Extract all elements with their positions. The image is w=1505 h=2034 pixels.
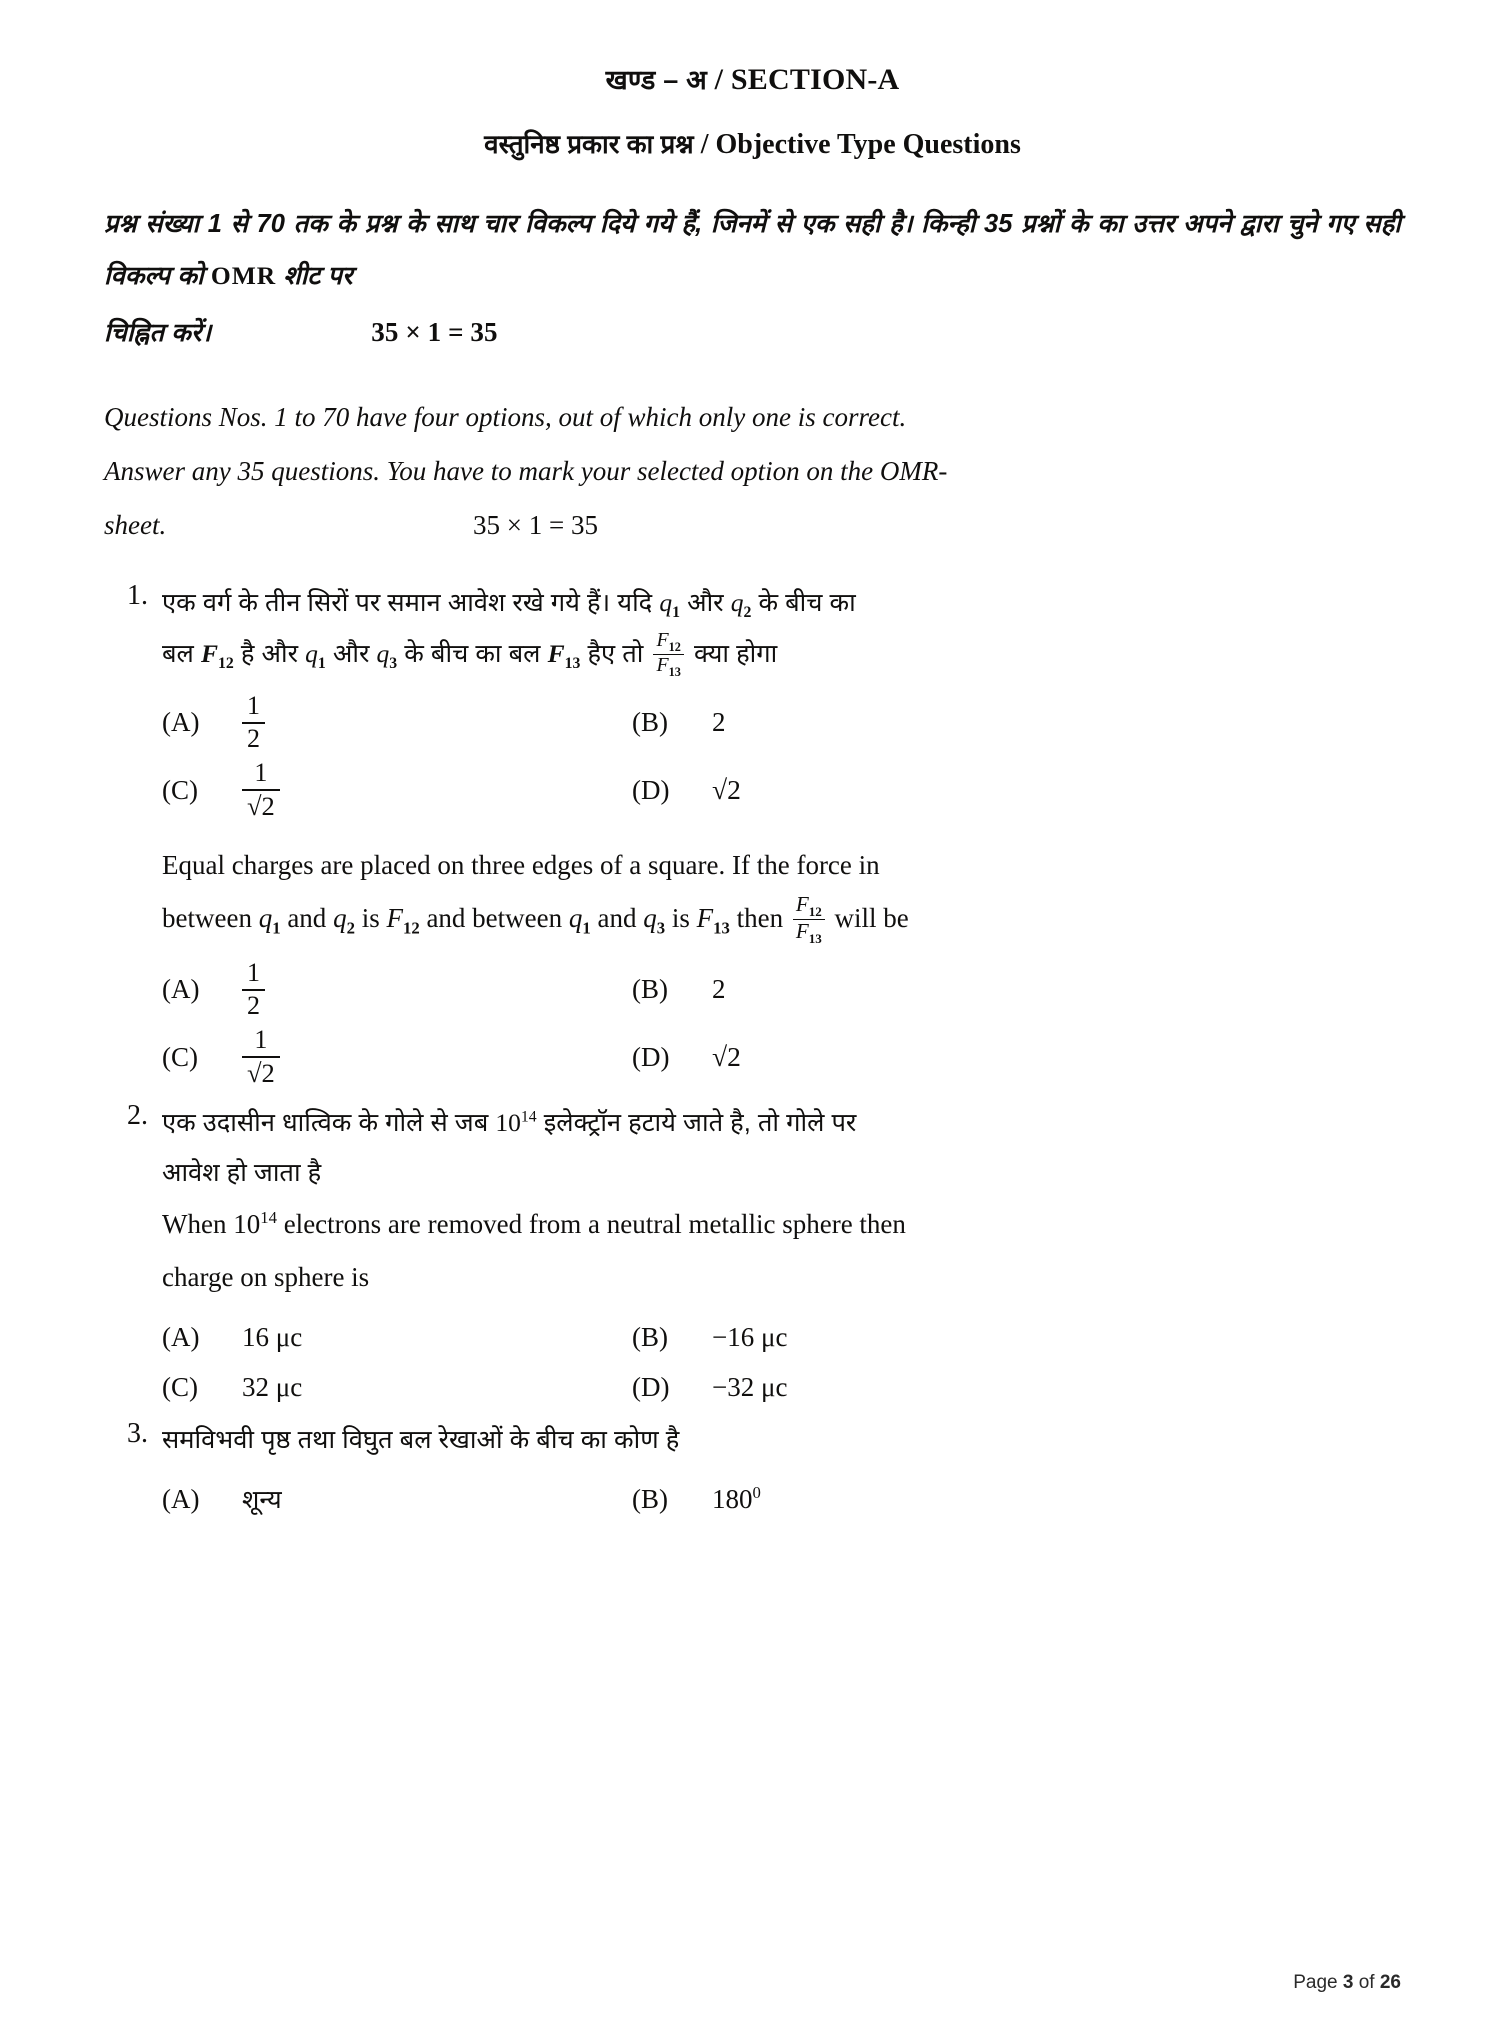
subsection-heading-hindi: वस्तुनिष्ठ प्रकार का प्रश्न: [484, 129, 694, 159]
q1-hi-seg9: क्या होगा: [694, 640, 778, 669]
option-a-value: [226, 959, 265, 1020]
question-3-hindi-text: समविभवी पृष्ठ तथा विघुत बल रेखाओं के बीच का कोण है: [162, 1425, 680, 1454]
option-a[interactable]: [162, 1477, 632, 1521]
question-1-hindi-options: [162, 692, 1401, 821]
option-a-tag: (A): [162, 707, 200, 738]
option-b[interactable]: [632, 959, 1401, 1020]
q1-hi-seg6: और: [332, 640, 370, 669]
question-list: [104, 578, 1401, 1521]
instructions-hindi-text: प्रश्न संख्या 1 से 70 तक के प्रश्न के साथ चार विकल्प दिये गये हैं, जिनमें से एक सही है। किन्ही 35 प्रश्नों के का उत्तर अपने द्वारा चुने गए सही विकल्प को: [104, 209, 1401, 291]
option-b-value: 2: [712, 707, 726, 738]
section-heading-separator: /: [714, 63, 724, 96]
question-body: [148, 578, 1401, 1088]
option-a-tag: (A): [162, 1483, 200, 1514]
q1-hi-seg8: हैए तो: [587, 640, 644, 669]
option-b[interactable]: [632, 1316, 1401, 1360]
q1-hi-F13: $F_{13}$: [547, 639, 581, 673]
q1-hi-q1b: $q_1$: [305, 639, 326, 673]
option-a-denominator: 2: [242, 722, 265, 754]
q2-hi-power: $10^{14}$: [495, 1107, 537, 1137]
option-a-denominator: 2: [242, 989, 265, 1021]
q1-hi-seg2: और: [687, 589, 724, 618]
option-c[interactable]: [162, 1366, 632, 1410]
option-a[interactable]: [162, 959, 632, 1020]
option-b-tag: (B): [632, 974, 668, 1005]
instructions-english-marks: 35 × 1 = 35: [472, 510, 598, 541]
q1-en-F12: $F_{12}$: [386, 902, 420, 938]
q1-hi-seg1: एक वर्ग के तीन सिरों पर समान आवेश रखे गये हैं। यदि: [162, 589, 653, 618]
q1-hi-seg3: के बीच का: [758, 589, 856, 618]
question-2-hindi-text: [162, 1098, 1401, 1149]
option-d-tag: (D): [632, 1041, 670, 1072]
option-a-value: [226, 692, 265, 753]
option-b-value: $180^0$: [712, 1483, 761, 1515]
instructions-english-line-2: Answer any 35 questions. You have to mark your selected option on the OMR-: [104, 456, 948, 487]
subsection-heading-separator: /: [700, 129, 709, 160]
option-b-value: 2: [712, 974, 726, 1005]
q1-hi-seg7: के बीच का बल: [404, 640, 541, 669]
question-number: 2.: [127, 1099, 148, 1131]
q1-en-q3: $q_3$: [643, 902, 666, 938]
instructions-english-line-1: Questions Nos. 1 to 70 have four options, out of which only one is correct.: [104, 402, 907, 433]
instructions-english-line-3-text: sheet.: [104, 510, 167, 541]
option-d[interactable]: [632, 1026, 1401, 1088]
q1-en-seg4: is: [361, 902, 380, 933]
q1-en-q1: $q_1$: [258, 902, 281, 938]
question-item: [104, 1098, 1401, 1410]
option-c-numerator: 1: [254, 758, 268, 788]
option-d-tag: (D): [632, 1372, 670, 1403]
instructions-english: [104, 390, 1401, 552]
option-d-value: −32 μc: [712, 1372, 788, 1403]
q1-hi-ratio-denominator: $F_{13}$: [653, 654, 683, 679]
option-c-value: [226, 759, 280, 821]
option-a-numerator: 1: [247, 958, 260, 987]
option-b[interactable]: [632, 692, 1401, 753]
subsection-heading: [104, 128, 1401, 162]
question-2-english-text: [162, 1198, 1401, 1251]
option-c-numerator: 1: [254, 1025, 268, 1055]
q2-en-seg2: electrons are removed from a neutral metallic sphere then: [283, 1209, 906, 1240]
q1-en-ratio-numerator: $F_{12}$: [795, 891, 822, 920]
option-c-tag: (C): [162, 774, 198, 805]
question-1-english-text-2: [162, 892, 1401, 947]
option-b-tag: (B): [632, 707, 668, 738]
question-number: 1.: [127, 580, 148, 612]
option-a-value: 16 μc: [242, 1322, 303, 1353]
option-d[interactable]: [632, 1366, 1401, 1410]
question-1-english-text: [162, 839, 1401, 892]
q1-en-ratio-denominator: $F_{13}$: [793, 919, 825, 946]
question-2-hindi-text-2: आवेश हो जाता है: [162, 1158, 322, 1187]
instructions-english-line-3: [104, 498, 1401, 552]
section-heading-english: SECTION-A: [730, 63, 900, 96]
option-b-tag: (B): [632, 1483, 668, 1514]
option-c[interactable]: [162, 759, 632, 821]
footer-current-page: 3: [1342, 1972, 1354, 1993]
question-1-english-options: [162, 959, 1401, 1088]
option-c-denominator: √2: [242, 789, 280, 821]
question-2-english-text-2: charge on sphere is: [162, 1262, 370, 1293]
q2-hi-seg1: एक उदासीन धात्विक के गोले से जब: [162, 1108, 489, 1137]
q2-en-power: $10^{14}$: [233, 1208, 277, 1240]
q1-en-seg9: will be: [834, 902, 909, 933]
footer-middle: of: [1358, 1972, 1375, 1993]
q1-en-seg6: and: [597, 902, 637, 933]
question-1-hindi-text-2: [162, 629, 1401, 680]
footer-total-pages: 26: [1379, 1972, 1401, 1993]
option-a-tag: (A): [162, 974, 200, 1005]
option-c-value: 32 μc: [242, 1372, 303, 1403]
q1-en-F13: $F_{13}$: [696, 902, 730, 938]
option-d-tag: (D): [632, 774, 670, 805]
q2-hi-seg2: इलेक्ट्रॉन हटाये जाते है, तो गोले पर: [543, 1108, 857, 1137]
question-item: [104, 1416, 1401, 1522]
instructions-hindi: [104, 198, 1401, 361]
option-a-numerator: 1: [247, 691, 260, 721]
section-heading: [104, 62, 1401, 98]
subsection-heading-english: Objective Type Questions: [715, 129, 1021, 160]
page-footer: [1293, 1972, 1401, 1994]
question-body: [148, 1098, 1401, 1410]
question-number: 3.: [127, 1417, 148, 1449]
q1-en-seg8: then: [736, 902, 784, 933]
question-3-options: [162, 1477, 1401, 1521]
q1-en-seg5: and between: [426, 902, 563, 933]
q1-en-seg2: between: [162, 902, 252, 933]
q1-en-q2: $q_2$: [333, 902, 355, 938]
question-2-options: [162, 1316, 1401, 1410]
q1-hi-q2: $q_2$: [730, 588, 752, 622]
footer-prefix: Page: [1293, 1972, 1338, 1993]
q1-hi-ratio-numerator: $F_{12}$: [656, 628, 681, 654]
option-c[interactable]: [162, 1026, 632, 1088]
option-b-tag: (B): [632, 1322, 668, 1353]
option-a-tag: (A): [162, 1322, 200, 1353]
option-d-value: √2: [712, 774, 741, 806]
option-a[interactable]: [162, 692, 632, 753]
q1-en-seg7: is: [671, 902, 690, 933]
question-body: [148, 1416, 1401, 1522]
option-c-tag: (C): [162, 1372, 198, 1403]
option-a-value: शून्य: [242, 1486, 282, 1515]
instructions-hindi-marks-line: [104, 305, 1401, 361]
option-b[interactable]: [632, 1477, 1401, 1521]
section-heading-hindi: खण्ड – अ: [605, 65, 707, 95]
question-item: [104, 578, 1401, 1088]
question-1-hindi-text: [162, 578, 1401, 629]
option-c-value: [226, 1026, 280, 1088]
instructions-hindi-text-3: चिह्नित करें।: [104, 318, 212, 347]
option-c-tag: (C): [162, 1041, 198, 1072]
option-d[interactable]: [632, 759, 1401, 821]
q1-en-q1b: $q_1$: [568, 902, 591, 938]
option-b-value: −16 μc: [712, 1322, 788, 1353]
q1-hi-ratio-fraction: [653, 630, 683, 679]
q1-hi-q1: $q_1$: [659, 588, 680, 622]
q1-en-seg1: Equal charges are placed on three edges of a square. If the force in: [162, 850, 880, 881]
instructions-hindi-text-2: शीट पर: [283, 262, 353, 291]
option-c-denominator: √2: [242, 1056, 280, 1088]
q1-hi-seg4: बल: [162, 640, 194, 669]
q1-hi-seg5: है और: [240, 640, 299, 669]
q1-en-ratio-fraction: [793, 893, 825, 946]
option-a[interactable]: [162, 1316, 632, 1360]
instructions-hindi-marks: 35 × 1 = 35: [371, 316, 498, 347]
omr-label: OMR: [210, 261, 277, 291]
q2-en-seg1: When: [162, 1209, 227, 1240]
q1-hi-q3: $q_3$: [376, 639, 398, 673]
q1-en-seg3: and: [287, 902, 327, 933]
option-d-value: √2: [712, 1041, 741, 1073]
q1-hi-F12: $F_{12}$: [200, 639, 234, 673]
